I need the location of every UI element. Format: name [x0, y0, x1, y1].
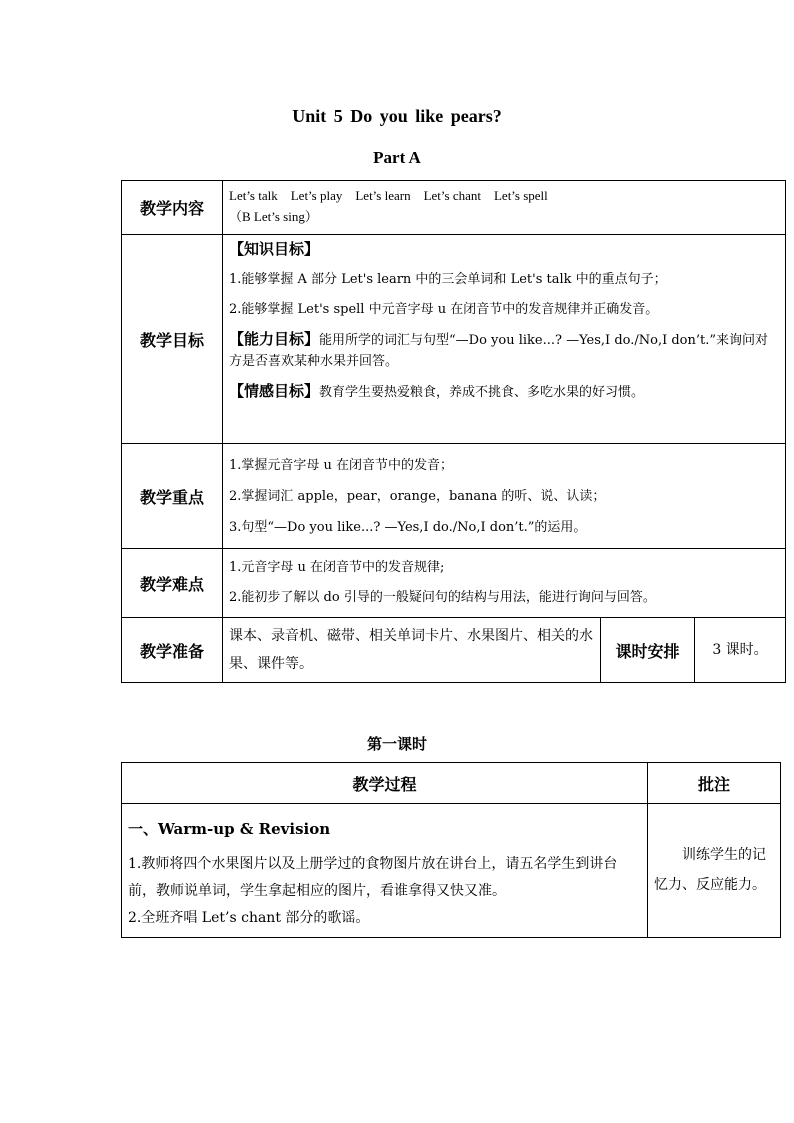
part-title: Part A	[373, 148, 421, 167]
process-header: 教学过程	[122, 763, 648, 804]
ability-text: 能用所学的词汇与句型“—Do you like...? —Yes,I do./No,I don’t.”来询问对方是否喜欢某种水果并回答。	[229, 333, 769, 369]
goals-cell	[223, 235, 786, 444]
ability-heading: 【能力目标】	[229, 330, 320, 348]
key-points-label: 教学重点	[122, 444, 223, 549]
knowledge-item-2: 2.能够掌握 Let's spell 中元音字母 u 在闭音节中的发音规律并正确发音。	[229, 302, 659, 317]
key-item-1: 1.掌握元音字母 u 在闭音节中的发音；	[229, 457, 454, 473]
content-cell	[223, 181, 786, 235]
knowledge-heading: 【知识目标】	[229, 240, 320, 258]
key-item-3: 3.句型“—Do you like...? —Yes,I do./No,I don’t.”的运用。	[229, 519, 587, 535]
process-cell	[122, 804, 648, 938]
notes-header: 批注	[648, 763, 781, 804]
knowledge-item-1: 1.能够掌握 A 部分 Let's learn 中的三会单词和 Let's talk 中的重点句子；	[229, 272, 667, 287]
unit-title: Unit 5 Do you like pears?	[292, 106, 502, 126]
difficulty-label: 教学难点	[122, 549, 223, 618]
table-row	[122, 444, 786, 549]
emotion-text: 教育学生要热爱粮食，养成不挑食、多吃水果的好习惯。	[319, 385, 645, 400]
emotion-paragraph	[229, 381, 779, 403]
table-row	[122, 804, 781, 938]
process-table	[121, 762, 781, 938]
key-points-cell	[223, 444, 786, 549]
preparation-label: 教学准备	[122, 618, 223, 683]
schedule-label: 课时安排	[601, 618, 695, 683]
table-row	[122, 181, 786, 235]
preparation-cell: 课本、录音机、磁带、相关单词卡片、水果图片、相关的水果、课件等。	[223, 618, 601, 683]
difficulty-cell	[223, 549, 786, 618]
table-row	[122, 549, 786, 618]
content-line-1: Let’s talk Let’s play Let’s learn Let’s chant Let’s spell	[229, 188, 548, 203]
difficulty-item-2: 2.能初步了解以 do 引导的一般疑问句的结构与用法，能进行询问与回答。	[229, 590, 656, 605]
goals-label: 教学目标	[122, 235, 223, 444]
content-label: 教学内容	[122, 181, 223, 235]
process-step-1: 1.教师将四个水果图片以及上册学过的食物图片放在讲台上，请五名学生到讲台前，教师说单词，学生拿起相应的图片，看谁拿得又快又准。	[128, 856, 618, 899]
emotion-heading: 【情感目标】	[229, 382, 320, 400]
schedule-value: 3 课时。	[695, 618, 786, 683]
notes-cell	[648, 804, 781, 938]
table-row	[122, 618, 786, 683]
process-step-2: 2.全班齐唱 Let’s chant 部分的歌谣。	[128, 910, 370, 926]
session-title: 第一课时	[366, 735, 427, 753]
note-text: 训练学生的记忆力、反应能力。	[654, 847, 766, 893]
table-row	[122, 235, 786, 444]
content-line-2: （B Let’s sing）	[229, 209, 318, 224]
lesson-plan-table	[121, 180, 786, 683]
table-row	[122, 763, 781, 804]
ability-paragraph	[229, 329, 779, 372]
key-item-2: 2.掌握词汇 apple，pear，orange，banana 的听、说、认读；	[229, 488, 606, 504]
section-heading: 一、Warm-up & Revision	[128, 820, 331, 838]
difficulty-item-1: 1.元音字母 u 在闭音节中的发音规律;	[229, 560, 445, 575]
